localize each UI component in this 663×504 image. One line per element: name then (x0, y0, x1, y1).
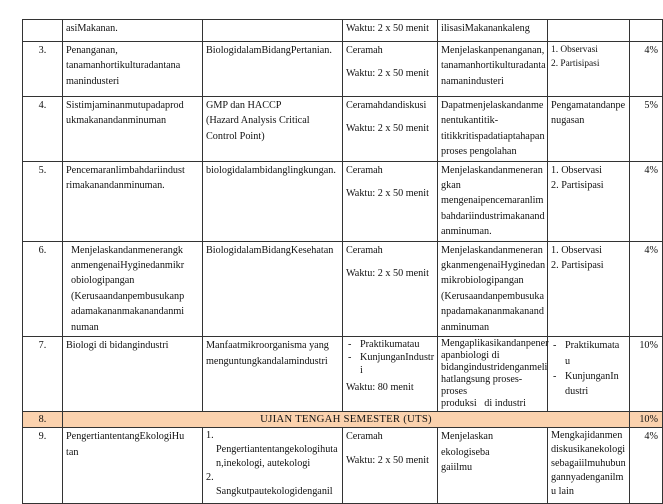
bobot-cell: 10% (630, 412, 663, 428)
uts-row (23, 412, 663, 428)
bobot-cell: 5% (630, 97, 663, 162)
penilaian-cell (548, 337, 630, 412)
penilaian-list (551, 338, 626, 400)
row-number: 7. (23, 337, 63, 412)
pengalaman-cell: Menjelaskanpenanganan, tanamanhortikulturadanta namanindusteri (438, 42, 548, 97)
materi-cell: 1. Pengertiantentangekologihuta n,inekologi, autekologi 2. Sangkutpautekologidenganil (203, 428, 343, 504)
materi-cell (203, 20, 343, 42)
metode-cell: Ceramah Waktu: 2 x 50 menit (343, 161, 438, 241)
metode-cell: - Praktikumatau - KunjunganIndustr i Waktu: 80 menit (343, 337, 438, 412)
table-row (23, 97, 663, 162)
pengalaman-cell: Menjelaskan ekologiseba gaiilmu (438, 428, 548, 504)
penilaian-cell: 1. Observasi 2. Partisipasi (548, 42, 630, 97)
metode-list (346, 338, 434, 377)
bobot-cell (630, 20, 663, 42)
indikator-cell: Sistimjaminanmutupadaprod ukmakanandanminuman (63, 97, 203, 162)
pengalaman-cell: Dapatmenjelaskandanme nentukantitik- titikkritispadatiaptahapan proses pengolahan (438, 97, 548, 162)
row-number: 3. (23, 42, 63, 97)
list-item: - Praktikumata u (551, 338, 626, 369)
table-row (23, 241, 663, 336)
metode-cell: Ceramah Waktu: 2 x 50 menit (343, 42, 438, 97)
pengalaman-cell: Mengaplikasikandanpener apanbiologi di bidangindustridenganmeli hatlangsung proses-proses produksi di industri (438, 337, 548, 412)
table-row (23, 42, 663, 97)
bobot-cell: 4% (630, 42, 663, 97)
penilaian-cell (548, 20, 630, 42)
table-row (23, 161, 663, 241)
materi-cell: GMP dan HACCP (Hazard Analysis Critical Control Point) (203, 97, 343, 162)
indikator-cell: Menjelaskandanmenerangk anmengenaiHyginedanmikr obiologipangan (Kerusaandanpembusukanp adamakananmakanandanmi numan (63, 241, 203, 336)
table-row (23, 20, 663, 42)
penilaian-cell: Pengamatandanpe nugasan (548, 97, 630, 162)
materi-cell: Manfaatmikroorganisma yang menguntungkandalamindustri (203, 337, 343, 412)
row-number: 8. (23, 412, 63, 428)
penilaian-cell: 1. Observasi 2. Partisipasi (548, 161, 630, 241)
bobot-cell: 4% (630, 161, 663, 241)
penilaian-cell: Mengkajidanmen diskusikanekologi sebagaiilmuhubun gannyadenganilm u lain (548, 428, 630, 504)
metode-cell: Ceramahdandiskusi Waktu: 2 x 50 menit (343, 97, 438, 162)
row-number (23, 20, 63, 42)
metode-cell: Waktu: 2 x 50 menit (343, 20, 438, 42)
row-number: 4. (23, 97, 63, 162)
list-item: - KunjunganIn dustri (551, 369, 626, 400)
pengalaman-cell: Menjelaskandanmeneran gkanmengenaiHyginedan mikrobiologipangan (Kerusaandanpembusuka npadamakananmakanand anminuman (438, 241, 548, 336)
indikator-cell: asiMakanan. (63, 20, 203, 42)
indikator-cell: Pencemaranlimbahdariindust rimakanandanminuman. (63, 161, 203, 241)
uts-title: UJIAN TENGAH SEMESTER (UTS) (63, 412, 630, 428)
materi-cell: biologidalambidanglingkungan. (203, 161, 343, 241)
table-row (23, 337, 663, 412)
indikator-cell: Biologi di bidangindustri (63, 337, 203, 412)
list-item: - Praktikumatau (346, 338, 434, 351)
list-item: - KunjunganIndustr i (346, 351, 434, 377)
penilaian-cell: 1. Observasi 2. Partisipasi (548, 241, 630, 336)
row-number: 6. (23, 241, 63, 336)
pengalaman-cell: Menjelaskandanmeneran gkan mengenaipencemaranlim bahdariindustrimakanand anminuman. (438, 161, 548, 241)
bobot-cell: 10% (630, 337, 663, 412)
pengalaman-cell: ilisasiMakanankaleng (438, 20, 548, 42)
indikator-cell: PengertiantentangEkologiHu tan (63, 428, 203, 504)
metode-cell: Ceramah Waktu: 2 x 50 menit (343, 241, 438, 336)
rps-table (22, 19, 663, 504)
metode-cell: Ceramah Waktu: 2 x 50 menit (343, 428, 438, 504)
table-row (23, 428, 663, 504)
row-number: 9. (23, 428, 63, 504)
row-number: 5. (23, 161, 63, 241)
materi-cell: BiologidalamBidangKesehatan (203, 241, 343, 336)
bobot-cell: 4% (630, 241, 663, 336)
bobot-cell: 4% (630, 428, 663, 504)
materi-cell: BiologidalamBidangPertanian. (203, 42, 343, 97)
indikator-cell: Penanganan, tanamanhortikulturadantana manindusteri (63, 42, 203, 97)
